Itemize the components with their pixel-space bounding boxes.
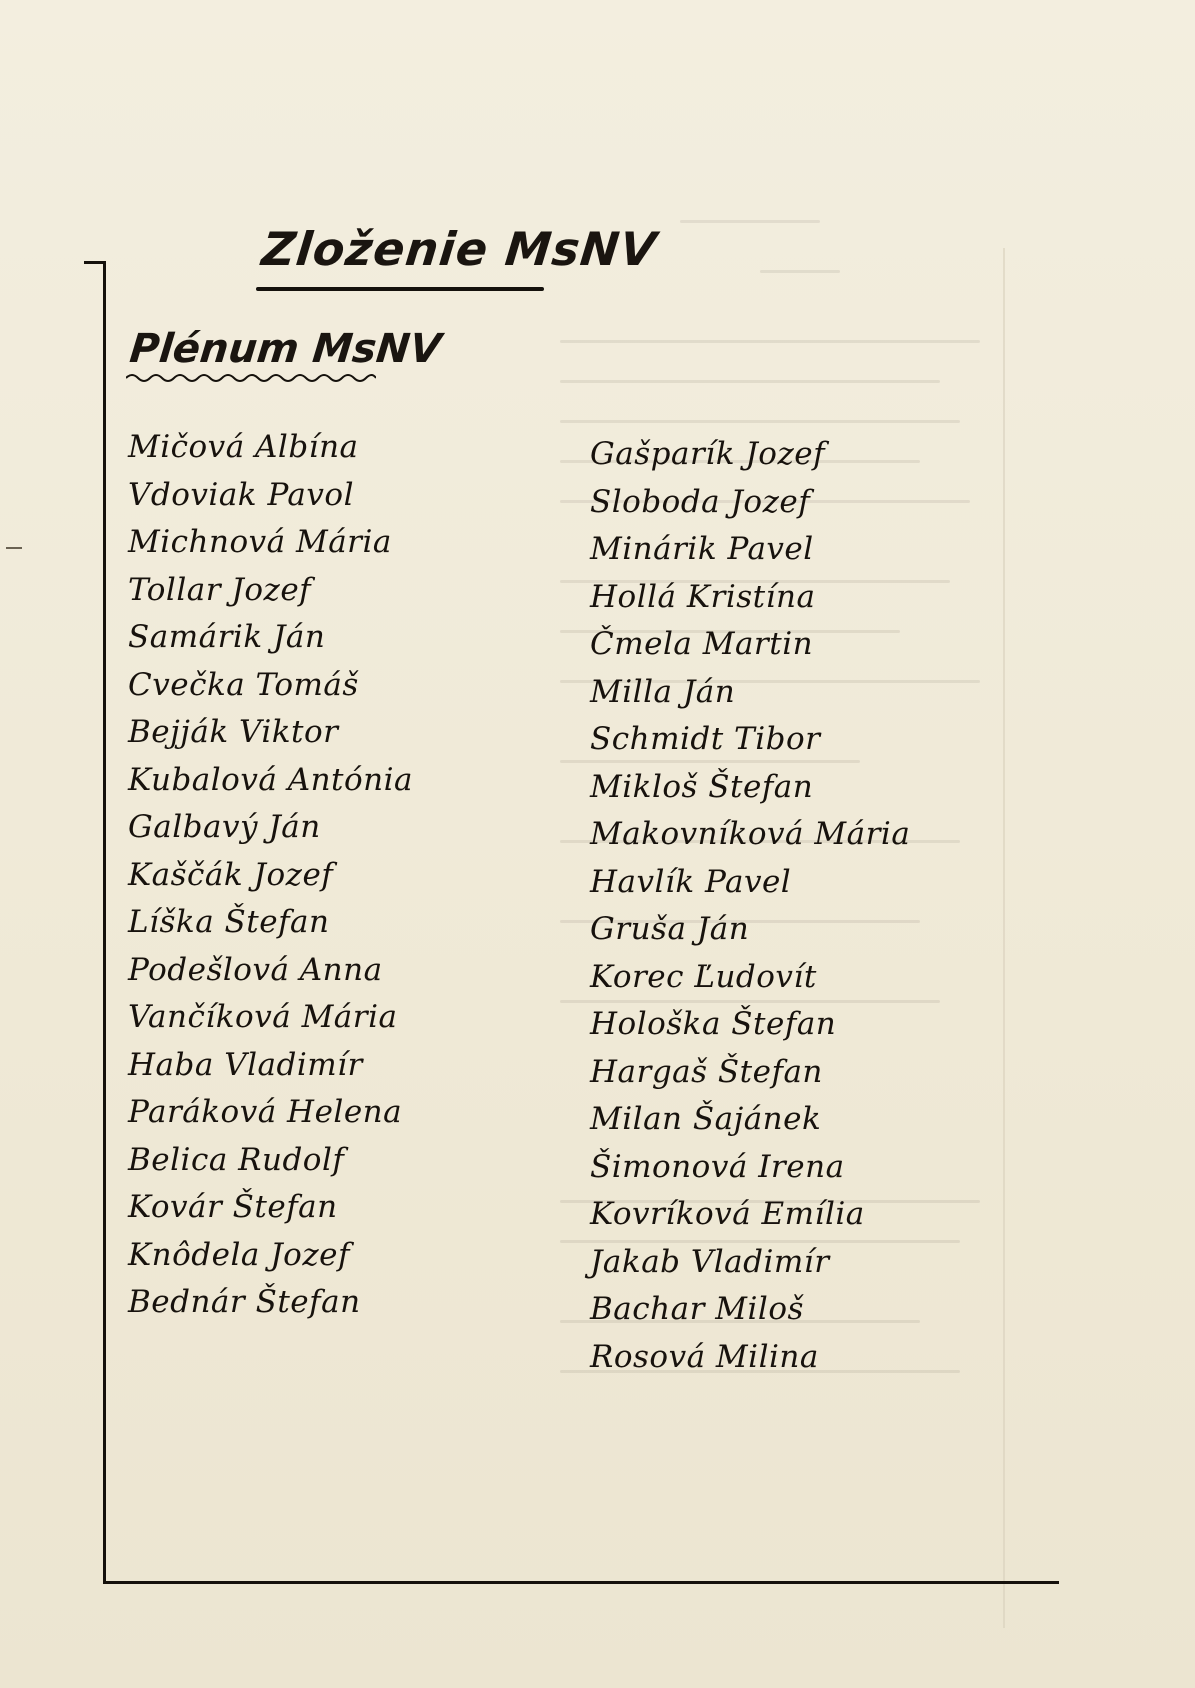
member-name: Milla Ján [590, 673, 736, 710]
member-name: Havlík Pavel [590, 863, 792, 900]
section-title-wavy-underline [126, 372, 376, 384]
member-name: Makovníková Mária [590, 816, 911, 852]
member-list-left [128, 424, 413, 1327]
member-name: Knôdela Jozef [128, 1236, 350, 1273]
member-name: Minárik Pavel [590, 531, 814, 567]
member-name: Hološka Štefan [590, 1006, 837, 1042]
frame-bottom-border [103, 1581, 1059, 1584]
member-name: Jakab Vladimír [590, 1243, 830, 1280]
member-name: Vdoviak Pavol [128, 476, 354, 513]
member-name: Michnová Mária [128, 524, 392, 560]
member-name: Kaščák Jozef [128, 856, 334, 893]
member-name: Čmela Martin [590, 626, 814, 662]
member-name: Kubalová Antónia [128, 761, 414, 798]
page-title: Zloženie MsNV [259, 222, 660, 276]
member-name: Gruša Ján [590, 911, 750, 947]
title-underline [256, 287, 544, 291]
section-title: Plénum MsNV [127, 326, 444, 372]
member-name: Korec Ľudovít [590, 958, 817, 995]
member-name: Hollá Kristína [590, 578, 816, 615]
member-name: Mikloš Štefan [590, 768, 814, 805]
member-name: Bednár Štefan [128, 1284, 361, 1320]
member-name: Milan Šajánek [590, 1101, 822, 1137]
member-name: Rosová Milina [590, 1338, 819, 1375]
member-name: Kovríková Emília [590, 1196, 865, 1232]
page-fold-line [1003, 248, 1005, 1628]
member-name: Samárik Ján [128, 619, 326, 655]
frame-left-border [103, 262, 106, 1584]
member-name: Galbavý Ján [128, 809, 321, 845]
member-name: Cvečka Tomáš [128, 666, 359, 703]
member-name: Bachar Miloš [590, 1291, 804, 1327]
member-name: Vančíková Mária [128, 999, 398, 1035]
member-name: Belica Rudolf [128, 1141, 345, 1178]
edge-mark [6, 547, 22, 549]
member-name: Paráková Helena [128, 1094, 403, 1130]
member-name: Líška Štefan [128, 904, 330, 940]
member-name: Hargaš Štefan [590, 1053, 823, 1090]
member-name: Podešlová Anna [128, 951, 383, 988]
member-name: Sloboda Jozef [590, 483, 811, 520]
member-name: Schmidt Tibor [590, 721, 821, 757]
member-name: Mičová Albína [128, 429, 359, 465]
member-list-right [590, 431, 910, 1381]
member-name: Haba Vladimír [128, 1046, 363, 1083]
member-name: Gašparík Jozef [590, 436, 826, 472]
member-name: Tollar Jozef [128, 571, 312, 608]
member-name: Kovár Štefan [128, 1189, 338, 1225]
member-name: Bejják Viktor [128, 714, 339, 750]
member-name: Šimonová Irena [590, 1148, 845, 1185]
